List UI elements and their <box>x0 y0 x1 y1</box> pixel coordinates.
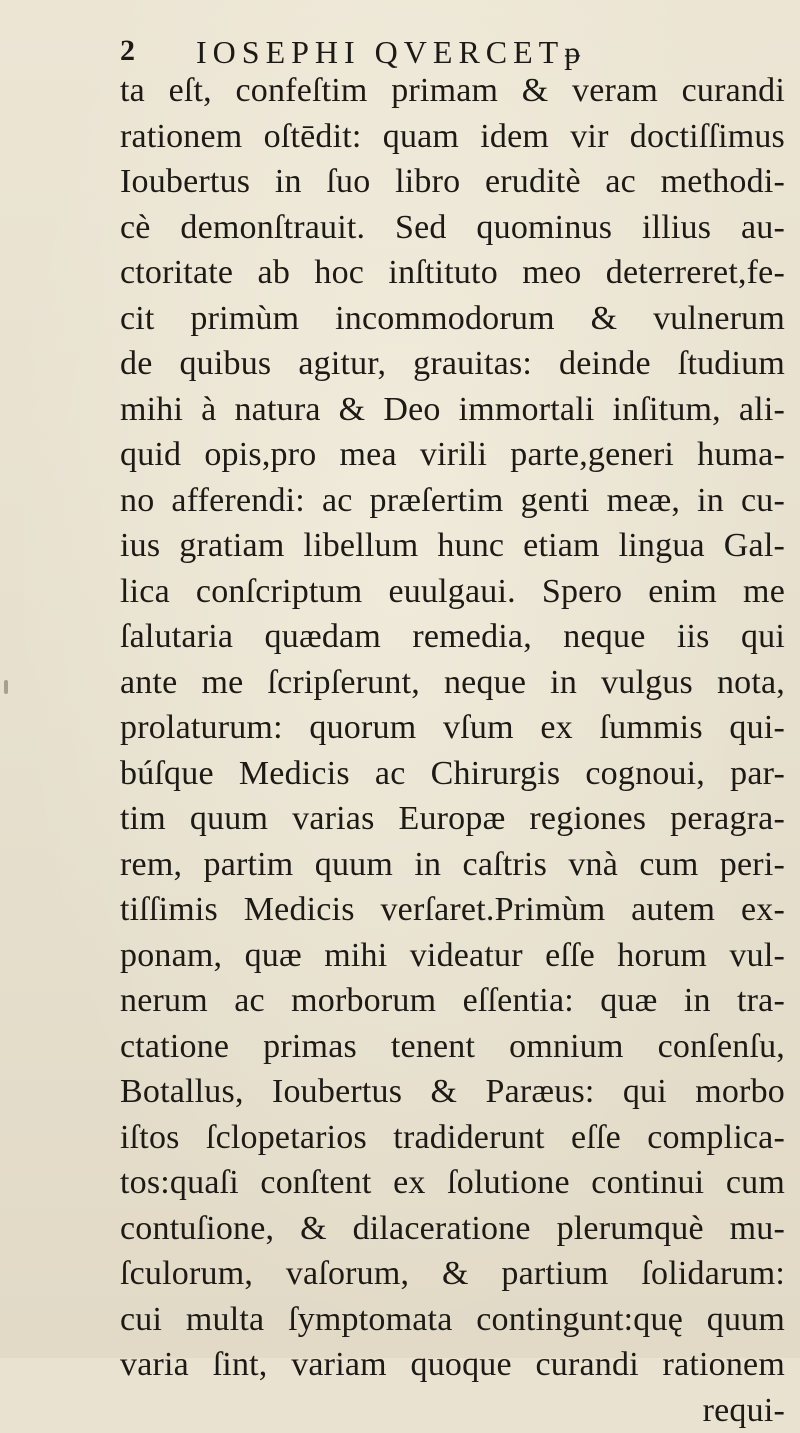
text-line: ctatione primas tenent omnium conſenſu, <box>120 1024 785 1070</box>
text-line: prolaturum: quorum vſum ex ſummis qui- <box>120 705 785 751</box>
text-line: ſalutaria quædam remedia, neque iis qui <box>120 614 785 660</box>
text-line: cit primùm incommodorum & vulnerum <box>120 296 785 342</box>
text-line: cui multa ſymptomata contingunt:quę quum <box>120 1297 785 1343</box>
text-line: ponam, quæ mihi videatur eſſe horum vul- <box>120 933 785 979</box>
folio-number: 2 <box>120 36 135 66</box>
text-line: búſque Medicis ac Chirurgis cognoui, par- <box>120 751 785 797</box>
text-line: Ioubertus in ſuo libro eruditè ac methodi- <box>120 159 785 205</box>
page-header <box>0 22 800 72</box>
text-line: Botallus, Ioubertus & Paræus: qui morbo <box>120 1069 785 1115</box>
text-line: de quibus agitur, grauitas: deinde ſtudium <box>120 341 785 387</box>
text-line: tos:quaſi conſtent ex ſolutione continui cum <box>120 1160 785 1206</box>
text-line: tiſſimis Medicis verſaret.Primùm autem ex- <box>120 887 785 933</box>
text-line: nerum ac morborum eſſentia: quæ in tra- <box>120 978 785 1024</box>
text-line: ius gratiam libellum hunc etiam lingua Gal- <box>120 523 785 569</box>
text-line: ante me ſcripſerunt, neque in vulgus nota, <box>120 660 785 706</box>
text-line: tim quum varias Europæ regiones peragra- <box>120 796 785 842</box>
text-line: varia ſint, variam quoque curandi rationem <box>120 1342 785 1388</box>
margin-mark <box>4 680 8 694</box>
text-line: rem, partim quum in caſtris vnà cum peri- <box>120 842 785 888</box>
text-line: rationem oſtēdit: quam idem vir doctiſſimus <box>120 114 785 160</box>
body-text <box>120 68 785 1433</box>
text-line: quid opis,pro mea virili parte,generi huma- <box>120 432 785 478</box>
text-line: no afferendi: ac præſertim genti meæ, in cu- <box>120 478 785 524</box>
text-line: ta eſt, confeſtim primam & veram curandi <box>120 68 785 114</box>
text-line: mihi à natura & Deo immortali inſitum, ali- <box>120 387 785 433</box>
text-line: contuſione, & dilaceratione plerumquè mu- <box>120 1206 785 1252</box>
text-line: iſtos ſclopetarios tradiderunt eſſe complica- <box>120 1115 785 1161</box>
running-head: IOSEPHI QVERCETᵽ <box>196 36 586 68</box>
text-line: ctoritate ab hoc inſtituto meo deterreret,fe- <box>120 250 785 296</box>
text-line: cè demonſtrauit. Sed quominus illius au- <box>120 205 785 251</box>
catchword: requi- <box>120 1388 785 1433</box>
text-line: lica conſcriptum euulgaui. Spero enim me <box>120 569 785 615</box>
text-line: ſculorum, vaſorum, & partium ſolidarum: <box>120 1251 785 1297</box>
